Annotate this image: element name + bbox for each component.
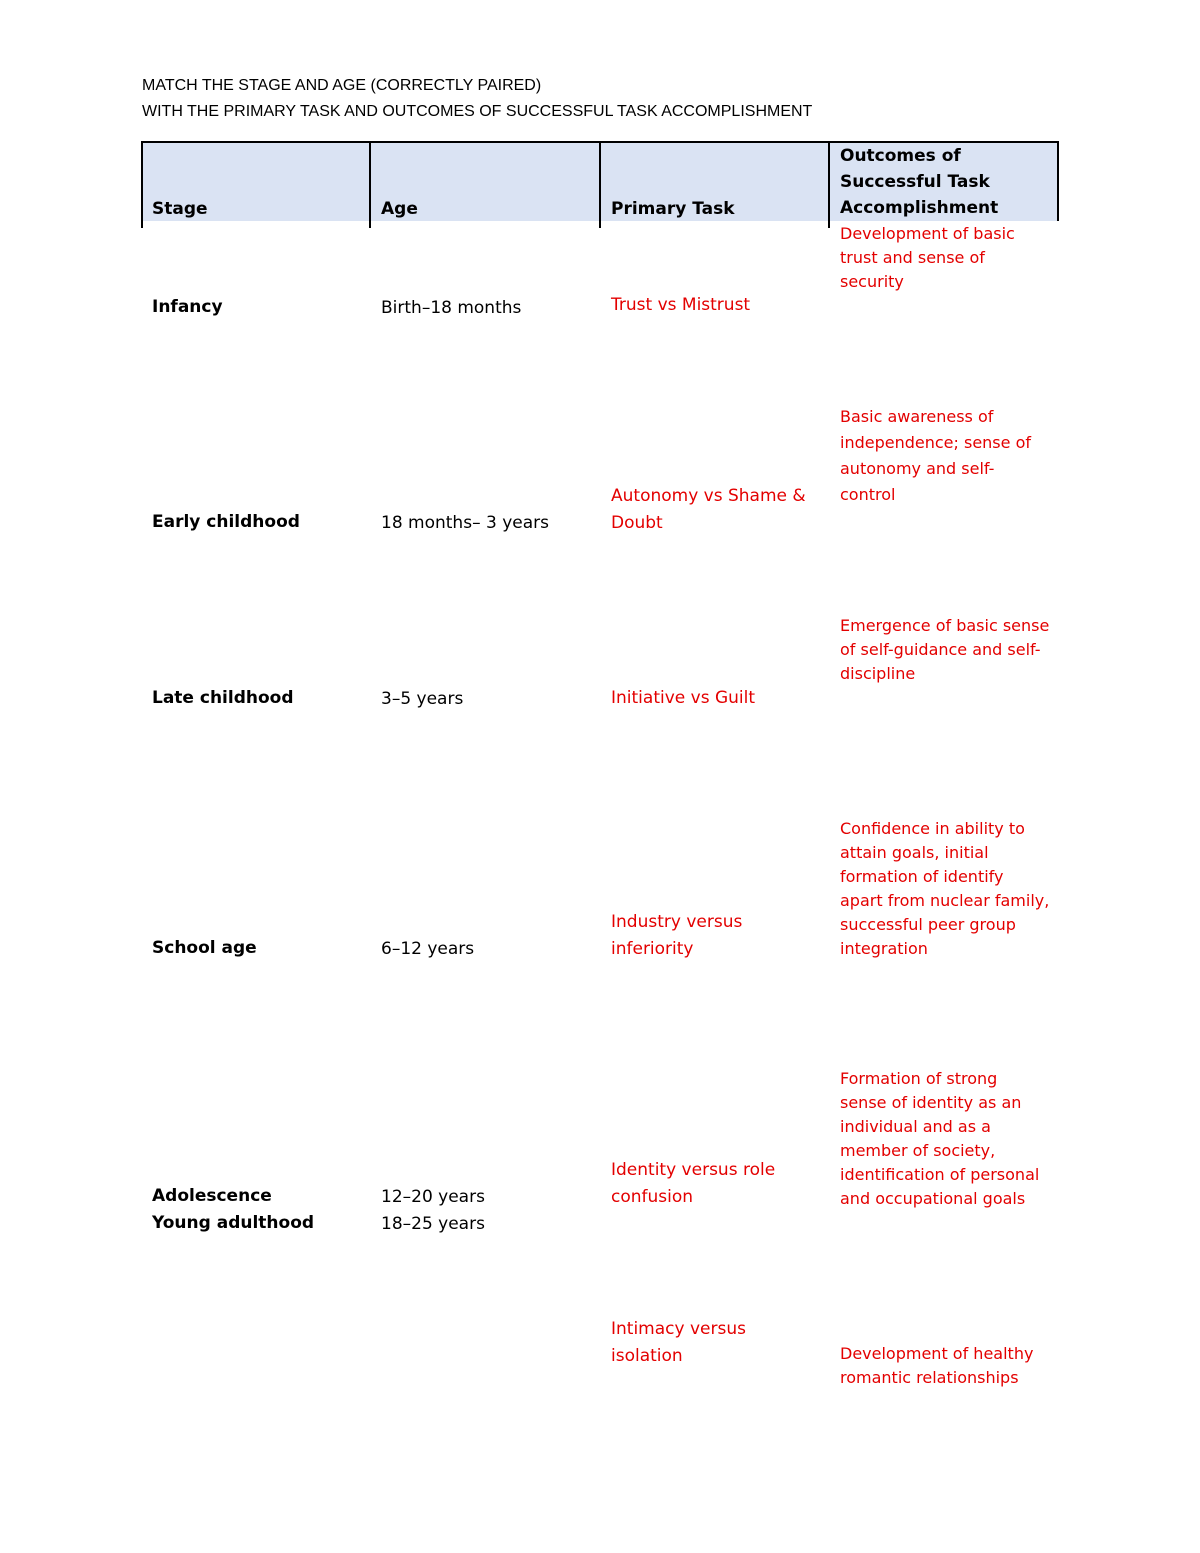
row-5-age	[381, 1184, 485, 1238]
age-line: 18 months– 3 years	[381, 513, 549, 533]
stage-line: Late childhood	[152, 688, 294, 708]
age-line: 3–5 years	[381, 689, 464, 709]
row-6-task	[611, 1316, 826, 1370]
row-3-task	[611, 685, 826, 712]
task-line: inferiority	[611, 939, 694, 959]
row-2-stage	[152, 509, 300, 536]
age-line: 12–20 years	[381, 1187, 485, 1207]
task-line: Doubt	[611, 513, 663, 533]
outcome-line: attain goals, initial	[840, 843, 989, 862]
task-line: Autonomy vs Shame &	[611, 486, 806, 506]
task-line: Intimacy versus	[611, 1319, 746, 1339]
heading-line-2: WITH THE PRIMARY TASK AND OUTCOMES OF SUCCESSFUL TASK ACCOMPLISHMENT	[142, 103, 813, 120]
outcome-line: Development of healthy	[840, 1344, 1034, 1363]
outcome-line: control	[840, 485, 896, 504]
outcome-line: successful peer group	[840, 915, 1016, 934]
row-3-outcome	[840, 614, 1060, 686]
outcome-line: Development of basic	[840, 224, 1015, 243]
stage-line: School age	[152, 938, 257, 958]
outcome-line: independence; sense of	[840, 433, 1031, 452]
row-1-task	[611, 292, 826, 319]
row-2-age	[381, 510, 549, 537]
outcome-line: Formation of strong	[840, 1069, 998, 1088]
header-outcomes-line: Accomplishment	[840, 198, 999, 218]
outcome-line: identification of personal	[840, 1165, 1040, 1184]
header-outcomes	[840, 143, 998, 221]
task-line: Industry versus	[611, 912, 743, 932]
row-1-age	[381, 295, 521, 322]
task-line: Initiative vs Guilt	[611, 688, 756, 708]
row-4-age	[381, 936, 474, 963]
stage-line: Early childhood	[152, 512, 300, 532]
table-border-col-4	[828, 141, 830, 228]
outcome-line: security	[840, 272, 904, 291]
task-line: isolation	[611, 1346, 683, 1366]
stage-line: Infancy	[152, 297, 223, 317]
outcome-line: formation of identify	[840, 867, 1004, 886]
outcome-line: romantic relationships	[840, 1368, 1019, 1387]
row-4-outcome	[840, 817, 1060, 961]
outcome-line: integration	[840, 939, 928, 958]
stage-line: Young adulthood	[152, 1213, 315, 1233]
outcome-line: discipline	[840, 664, 916, 683]
table-border-col-2	[369, 141, 371, 228]
row-5-task	[611, 1157, 826, 1211]
header-primary-task: Primary Task	[611, 199, 735, 219]
row-4-stage	[152, 935, 257, 962]
task-line: Trust vs Mistrust	[611, 295, 751, 315]
row-4-task	[611, 909, 826, 963]
row-3-age	[381, 686, 463, 713]
stage-line: Adolescence	[152, 1186, 272, 1206]
row-2-task	[611, 483, 826, 537]
row-1-outcome	[840, 222, 1060, 294]
age-line: 18–25 years	[381, 1214, 485, 1234]
outcome-line: Confidence in ability to	[840, 819, 1025, 838]
outcome-line: of self-guidance and self-	[840, 640, 1041, 659]
outcome-line: trust and sense of	[840, 248, 985, 267]
header-outcomes-line: Successful Task	[840, 172, 990, 192]
outcome-line: Emergence of basic sense	[840, 616, 1050, 635]
row-5-outcome	[840, 1067, 1060, 1211]
row-5-stage	[152, 1183, 314, 1237]
task-line: confusion	[611, 1187, 694, 1207]
outcome-line: individual and as a	[840, 1117, 991, 1136]
header-stage: Stage	[152, 199, 208, 219]
heading-line-1: MATCH THE STAGE AND AGE (CORRECTLY PAIRED)	[142, 77, 542, 94]
age-line: Birth–18 months	[381, 298, 522, 318]
table-border-col-3	[599, 141, 601, 228]
outcome-line: member of society,	[840, 1141, 996, 1160]
outcome-line: sense of identity as an	[840, 1093, 1022, 1112]
outcome-line: and occupational goals	[840, 1189, 1026, 1208]
outcome-line: autonomy and self-	[840, 459, 995, 478]
header-age: Age	[381, 199, 418, 219]
table-border-left	[141, 141, 143, 228]
row-1-stage	[152, 294, 223, 321]
header-outcomes-line: Outcomes of	[840, 146, 961, 166]
outcome-line: apart from nuclear family,	[840, 891, 1050, 910]
row-3-stage	[152, 685, 294, 712]
row-6-outcome	[840, 1342, 1060, 1390]
row-2-outcome	[840, 404, 1060, 508]
table-border-right	[1057, 141, 1059, 221]
outcome-line: Basic awareness of	[840, 407, 994, 426]
task-line: Identity versus role	[611, 1160, 776, 1180]
age-line: 6–12 years	[381, 939, 475, 959]
